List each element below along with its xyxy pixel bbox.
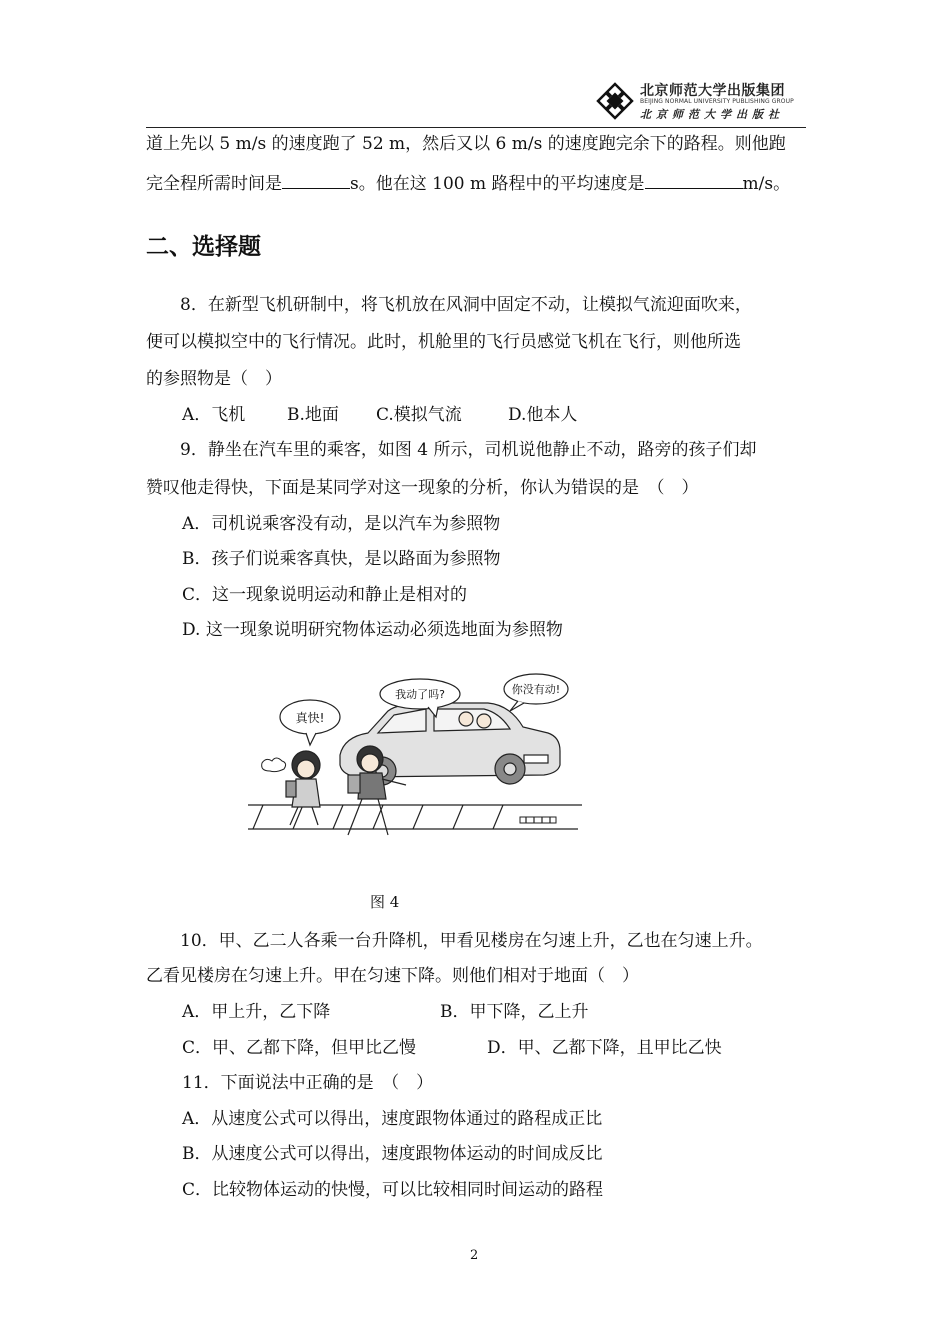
q10-line-2: 乙看见楼房在匀速上升。甲在匀速下降。则他们相对于地面（ ） xyxy=(146,966,639,986)
dust-cloud-icon xyxy=(262,758,286,772)
q9-option-d: D. 这一现象说明研究物体运动必须选地面为参照物 xyxy=(182,620,563,640)
continuation-line-1: 道上先以 5 m/s 的速度跑了 52 m，然后又以 6 m/s 的速度跑完余下的路程。则他跑 xyxy=(146,134,786,154)
answer-blank-speed xyxy=(645,172,743,189)
page-number: 2 xyxy=(470,1248,479,1263)
q8-option-c: C.模拟气流 xyxy=(376,405,462,425)
publisher-name-en: BEIJING NORMAL UNIVERSITY PUBLISHING GROUP xyxy=(640,98,794,105)
q9-line-1: 9．静坐在汽车里的乘客，如图 4 所示，司机说他静止不动，路旁的孩子们却 xyxy=(180,440,757,460)
continuation-text-b: s。他在这 100 m 路程中的平均速度是 xyxy=(350,174,645,194)
continuation-line-2 xyxy=(146,172,790,196)
q10-option-a: A．甲上升，乙下降 xyxy=(182,1002,331,1022)
q10-option-d: D．甲、乙都下降，且甲比乙快 xyxy=(487,1038,722,1058)
figure-caption: 图 4 xyxy=(370,893,400,911)
bubble-driver-text: 你没有动! xyxy=(511,683,561,696)
q9-option-a: A．司机说乘客没有动，是以汽车为参照物 xyxy=(182,514,501,534)
q11-option-b: B．从速度公式可以得出，速度跟物体运动的时间成反比 xyxy=(182,1144,603,1164)
q9-line-2: 赞叹他走得快，下面是某同学对这一现象的分析，你认为错误的是 （ ） xyxy=(146,478,699,498)
q8-line-1: 8．在新型飞机研制中，将飞机放在风洞中固定不动，让模拟气流迎面吹来， xyxy=(180,295,752,315)
q11-line-1: 11．下面说法中正确的是 （ ） xyxy=(182,1073,434,1093)
speech-bubble-kids xyxy=(280,700,340,745)
bubble-kids-text: 真快! xyxy=(295,711,325,725)
publisher-logo xyxy=(596,80,811,122)
q8-option-a: A．飞机 xyxy=(182,405,246,425)
continuation-text-a: 完全程所需时间是 xyxy=(146,174,282,194)
q8-option-d: D.他本人 xyxy=(508,405,578,425)
header-divider xyxy=(146,127,806,128)
section-title: 二、选择题 xyxy=(146,234,261,260)
q10-line-1: 10．甲、乙二人各乘一台升降机，甲看见楼房在匀速上升，乙也在匀速上升。 xyxy=(180,931,763,951)
road-icon xyxy=(248,805,582,829)
speech-bubble-driver xyxy=(504,674,568,711)
publisher-name-cn: 北京师范大学出版集团 xyxy=(640,83,785,99)
q8-line-2: 便可以模拟空中的飞行情况。此时，机舱里的飞行员感觉飞机在飞行，则他所选 xyxy=(146,332,741,352)
continuation-text-c: m/s。 xyxy=(742,174,791,194)
q11-option-a: A．从速度公式可以得出，速度跟物体通过的路程成正比 xyxy=(182,1109,603,1129)
q8-option-b: B.地面 xyxy=(287,405,339,425)
publisher-emblem-icon xyxy=(596,82,634,120)
q11-option-c: C．比较物体运动的快慢，可以比较相同时间运动的路程 xyxy=(182,1180,604,1200)
bubble-passenger-text: 我动了吗? xyxy=(395,688,445,701)
answer-blank-time xyxy=(282,172,350,189)
q8-line-3: 的参照物是（ ） xyxy=(146,369,282,389)
figure-4-illustration xyxy=(248,667,582,855)
q9-option-c: C．这一现象说明运动和静止是相对的 xyxy=(182,585,468,605)
q10-option-b: B．甲下降，乙上升 xyxy=(440,1002,589,1022)
q10-option-c: C．甲、乙都下降，但甲比乙慢 xyxy=(182,1038,417,1058)
q9-option-b: B．孩子们说乘客真快，是以路面为参照物 xyxy=(182,549,501,569)
publisher-press-cn: 北京师范大学出版社 xyxy=(640,108,784,121)
